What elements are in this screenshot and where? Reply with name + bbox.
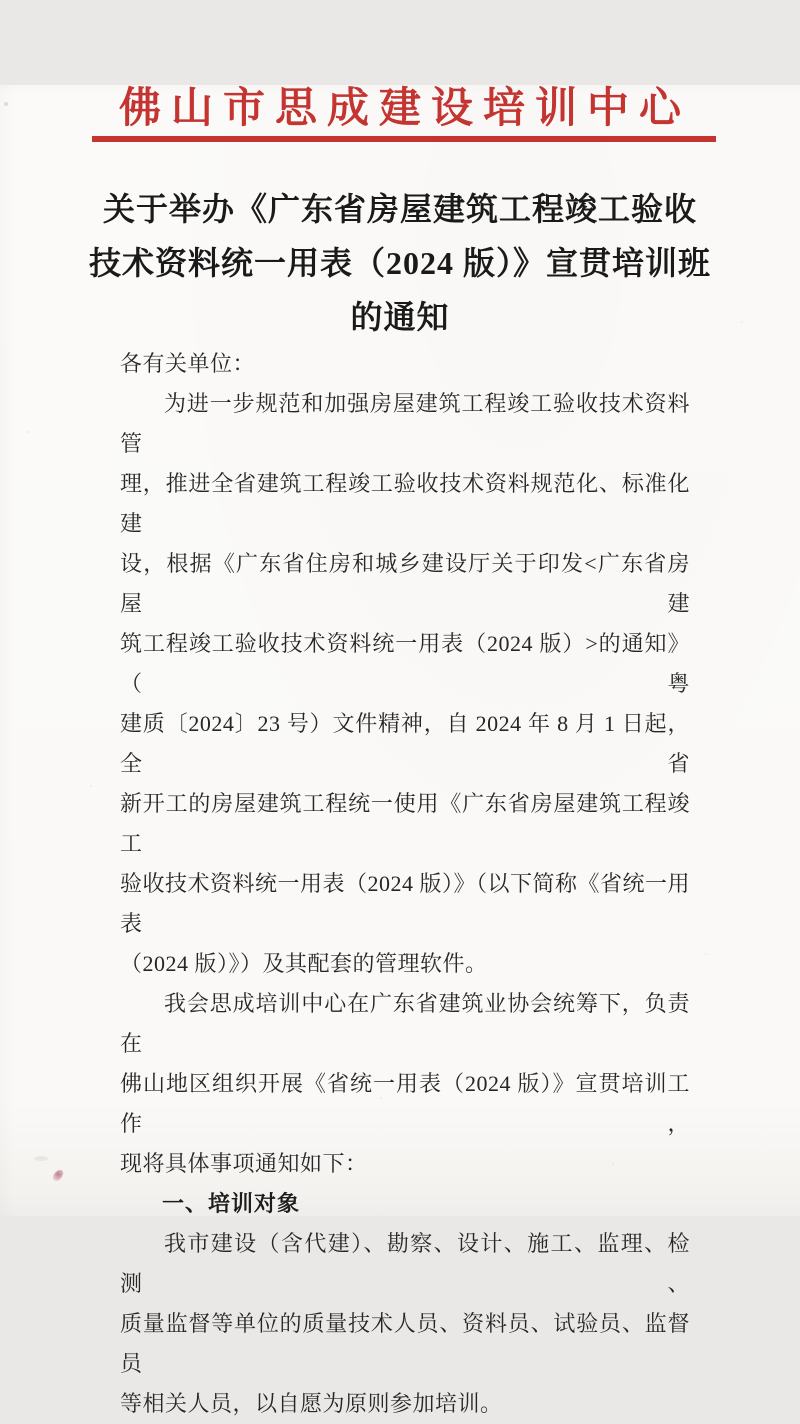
- gray-smudge: [34, 1156, 48, 1161]
- body-line: 新开工的房屋建筑工程统一使用《广东省房屋建筑工程竣工: [120, 791, 690, 856]
- body-line: （2024 版）》）及其配套的管理软件。: [120, 951, 488, 976]
- salutation: 各有关单位：: [120, 351, 256, 376]
- body-line: 质量监督等单位的质量技术人员、资料员、试验员、监督员: [120, 1311, 690, 1376]
- doc-title-line-1: 关于举办《广东省房屋建筑工程竣工验收: [102, 191, 697, 227]
- doc-title: [0, 182, 800, 344]
- body-line: 佛山地区组织开展《省统一用表（2024 版）》宣贯培训工作，: [120, 1071, 690, 1136]
- body-line: 我会思成培训中心在广东省建筑业协会统筹下，负责在: [120, 991, 690, 1056]
- body-line: 为进一步规范和加强房屋建筑工程竣工验收技术资料管: [120, 391, 690, 456]
- doc-title-line-3: 的通知: [350, 299, 450, 335]
- body-line: 现将具体事项通知如下：: [120, 1151, 368, 1176]
- body-line: 验收技术资料统一用表（2024 版）》（以下简称《省统一用表: [120, 871, 691, 936]
- body-line: 筑工程竣工验收技术资料统一用表（2024 版）>的通知》（粤: [120, 631, 690, 696]
- pink-ink-smudge: [51, 1168, 65, 1183]
- scanned-notice-page: [0, 85, 800, 1416]
- section1-heading: 一、培训对象: [162, 1191, 301, 1216]
- paper-speckles: [0, 85, 2, 87]
- body-line: 我市建设（含代建）、勘察、设计、施工、监理、检测、: [120, 1231, 690, 1296]
- doc-title-line-2: 技术资料统一用表（2024 版）》宣贯培训班: [88, 245, 711, 281]
- doc-body: [120, 344, 690, 1424]
- body-line: 设，根据《广东省住房和城乡建设厅关于印发<广东省房屋建: [120, 551, 690, 616]
- body-line: 建质〔2024〕23 号）文件精神，自 2024 年 8 月 1 日起，全省: [120, 711, 690, 776]
- letterhead-org-name: 佛山市思成建设培训中心: [118, 86, 691, 132]
- letterhead-rule: [92, 136, 716, 142]
- body-line: 等相关人员，以自愿为原则参加培训。: [120, 1391, 503, 1416]
- body-line: 理，推进全省建筑工程竣工验收技术资料规范化、标准化建: [120, 471, 690, 536]
